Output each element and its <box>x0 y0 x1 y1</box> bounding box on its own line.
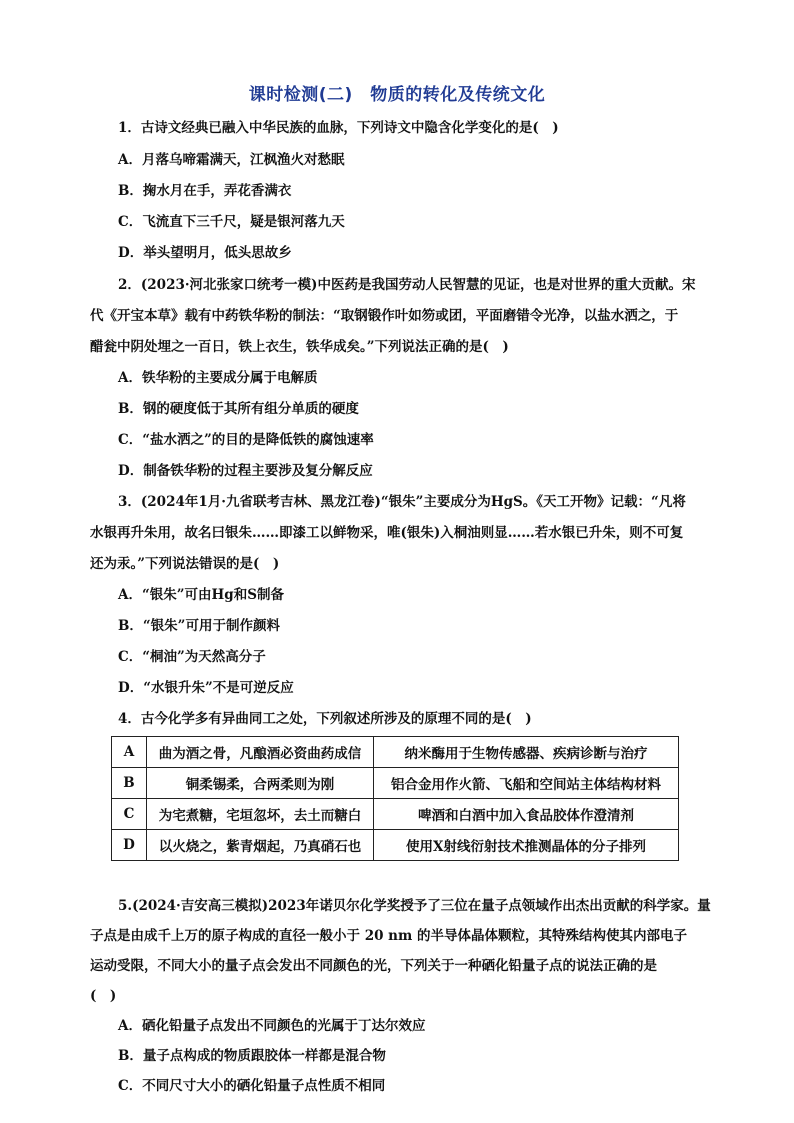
q2-line-2: 代《开宝本草》载有中药铁华粉的制法：“取钢锻作叶如笏或团，平面磨错令光净，以盐水洒之，于 <box>90 308 679 324</box>
q5-option-c: C．不同尺寸大小的硒化铅量子点性质不相同 <box>118 1078 386 1094</box>
q5-line-1: 5.(2024·吉安高三模拟)2023年诺贝尔化学奖授予了三位在量子点领域作出杰出贡献的科学家。量 <box>118 898 711 914</box>
q2-option-c: C．“盐水洒之”的目的是降低铁的腐蚀速率 <box>118 432 374 448</box>
q4-table <box>111 736 679 861</box>
q4-row-key: B <box>112 768 147 799</box>
q3-option-b: B．“银朱”可用于制作颜料 <box>118 618 280 634</box>
q3-option-d: D．“水银升朱”不是可逆反应 <box>118 680 294 696</box>
q5-line-2: 子点是由成千上万的原子构成的直径一般小于 20 nm 的半导体晶体颗粒，其特殊结构使其内部电子 <box>90 928 687 944</box>
q4-row-ancient: 曲为酒之骨，凡酿酒必资曲药成信 <box>147 737 374 768</box>
q4-row-key: D <box>112 830 147 861</box>
q2-line-3: 醋瓮中阴处埋之一百日，铁上衣生，铁华成矣。”下列说法正确的是( ) <box>90 339 509 355</box>
q4-row-key: C <box>112 799 147 830</box>
table-row <box>112 768 679 799</box>
q3-line-1: 3．(2024年1月·九省联考吉林、黑龙江卷)“银朱”主要成分为HgS。《天工开物》记载：“凡将 <box>118 494 686 510</box>
q2-line-1: 2．(2023·河北张家口统考一模)中医药是我国劳动人民智慧的见证，也是对世界的重大贡献。宋 <box>118 277 696 293</box>
q3-line-2: 水银再升朱用，故名曰银朱……即漆工以鲜物采，唯(银朱)入桐油则显……若水银已升朱，则不可复 <box>90 525 684 541</box>
q2-option-d: D．制备铁华粉的过程主要涉及复分解反应 <box>118 463 373 479</box>
q5-line-4: ( ) <box>90 988 117 1004</box>
q4-row-key: A <box>112 737 147 768</box>
q1-option-a: A．月落乌啼霜满天，江枫渔火对愁眠 <box>118 152 345 168</box>
q4-row-ancient: 以火烧之，紫青烟起，乃真硝石也 <box>147 830 374 861</box>
q4-row-modern: 使用X射线衍射技术推测晶体的分子排列 <box>374 830 679 861</box>
q4-stem: 4．古今化学多有异曲同工之处，下列叙述所涉及的原理不同的是( ) <box>118 711 532 727</box>
q3-line-3: 还为汞。”下列说法错误的是( ) <box>90 556 280 572</box>
q4-row-modern: 铝合金用作火箭、飞船和空间站主体结构材料 <box>374 768 679 799</box>
table-row <box>112 737 679 768</box>
q1-option-d: D．举头望明月，低头思故乡 <box>118 245 292 261</box>
table-row <box>112 799 679 830</box>
q5-option-a: A．硒化铅量子点发出不同颜色的光属于丁达尔效应 <box>118 1018 426 1034</box>
q1-option-c: C．飞流直下三千尺，疑是银河落九天 <box>118 214 345 230</box>
q4-row-modern: 纳米酶用于生物传感器、疾病诊断与治疗 <box>374 737 679 768</box>
page-title: 课时检测(二) 物质的转化及传统文化 <box>248 85 546 105</box>
q5-line-3: 运动受限，不同大小的量子点会发出不同颜色的光，下列关于一种硒化铅量子点的说法正确的是 <box>90 958 657 974</box>
table-row <box>112 830 679 861</box>
q4-row-ancient: 铜柔锡柔，合两柔则为刚 <box>147 768 374 799</box>
q3-option-a: A．“银朱”可由Hg和S制备 <box>118 587 284 603</box>
q4-row-modern: 啤酒和白酒中加入食品胶体作澄清剂 <box>374 799 679 830</box>
q5-option-b: B．量子点构成的物质跟胶体一样都是混合物 <box>118 1048 386 1064</box>
q1-stem: 1．古诗文经典已融入中华民族的血脉，下列诗文中隐含化学变化的是( ) <box>118 120 559 136</box>
q2-option-b: B．钢的硬度低于其所有组分单质的硬度 <box>118 401 359 417</box>
q4-row-ancient: 为宅煮糖，宅垣忽坏，去土而糖白 <box>147 799 374 830</box>
q1-option-b: B．掬水月在手，弄花香满衣 <box>118 183 292 199</box>
q3-option-c: C．“桐油”为天然高分子 <box>118 649 266 665</box>
q2-option-a: A．铁华粉的主要成分属于电解质 <box>118 370 318 386</box>
